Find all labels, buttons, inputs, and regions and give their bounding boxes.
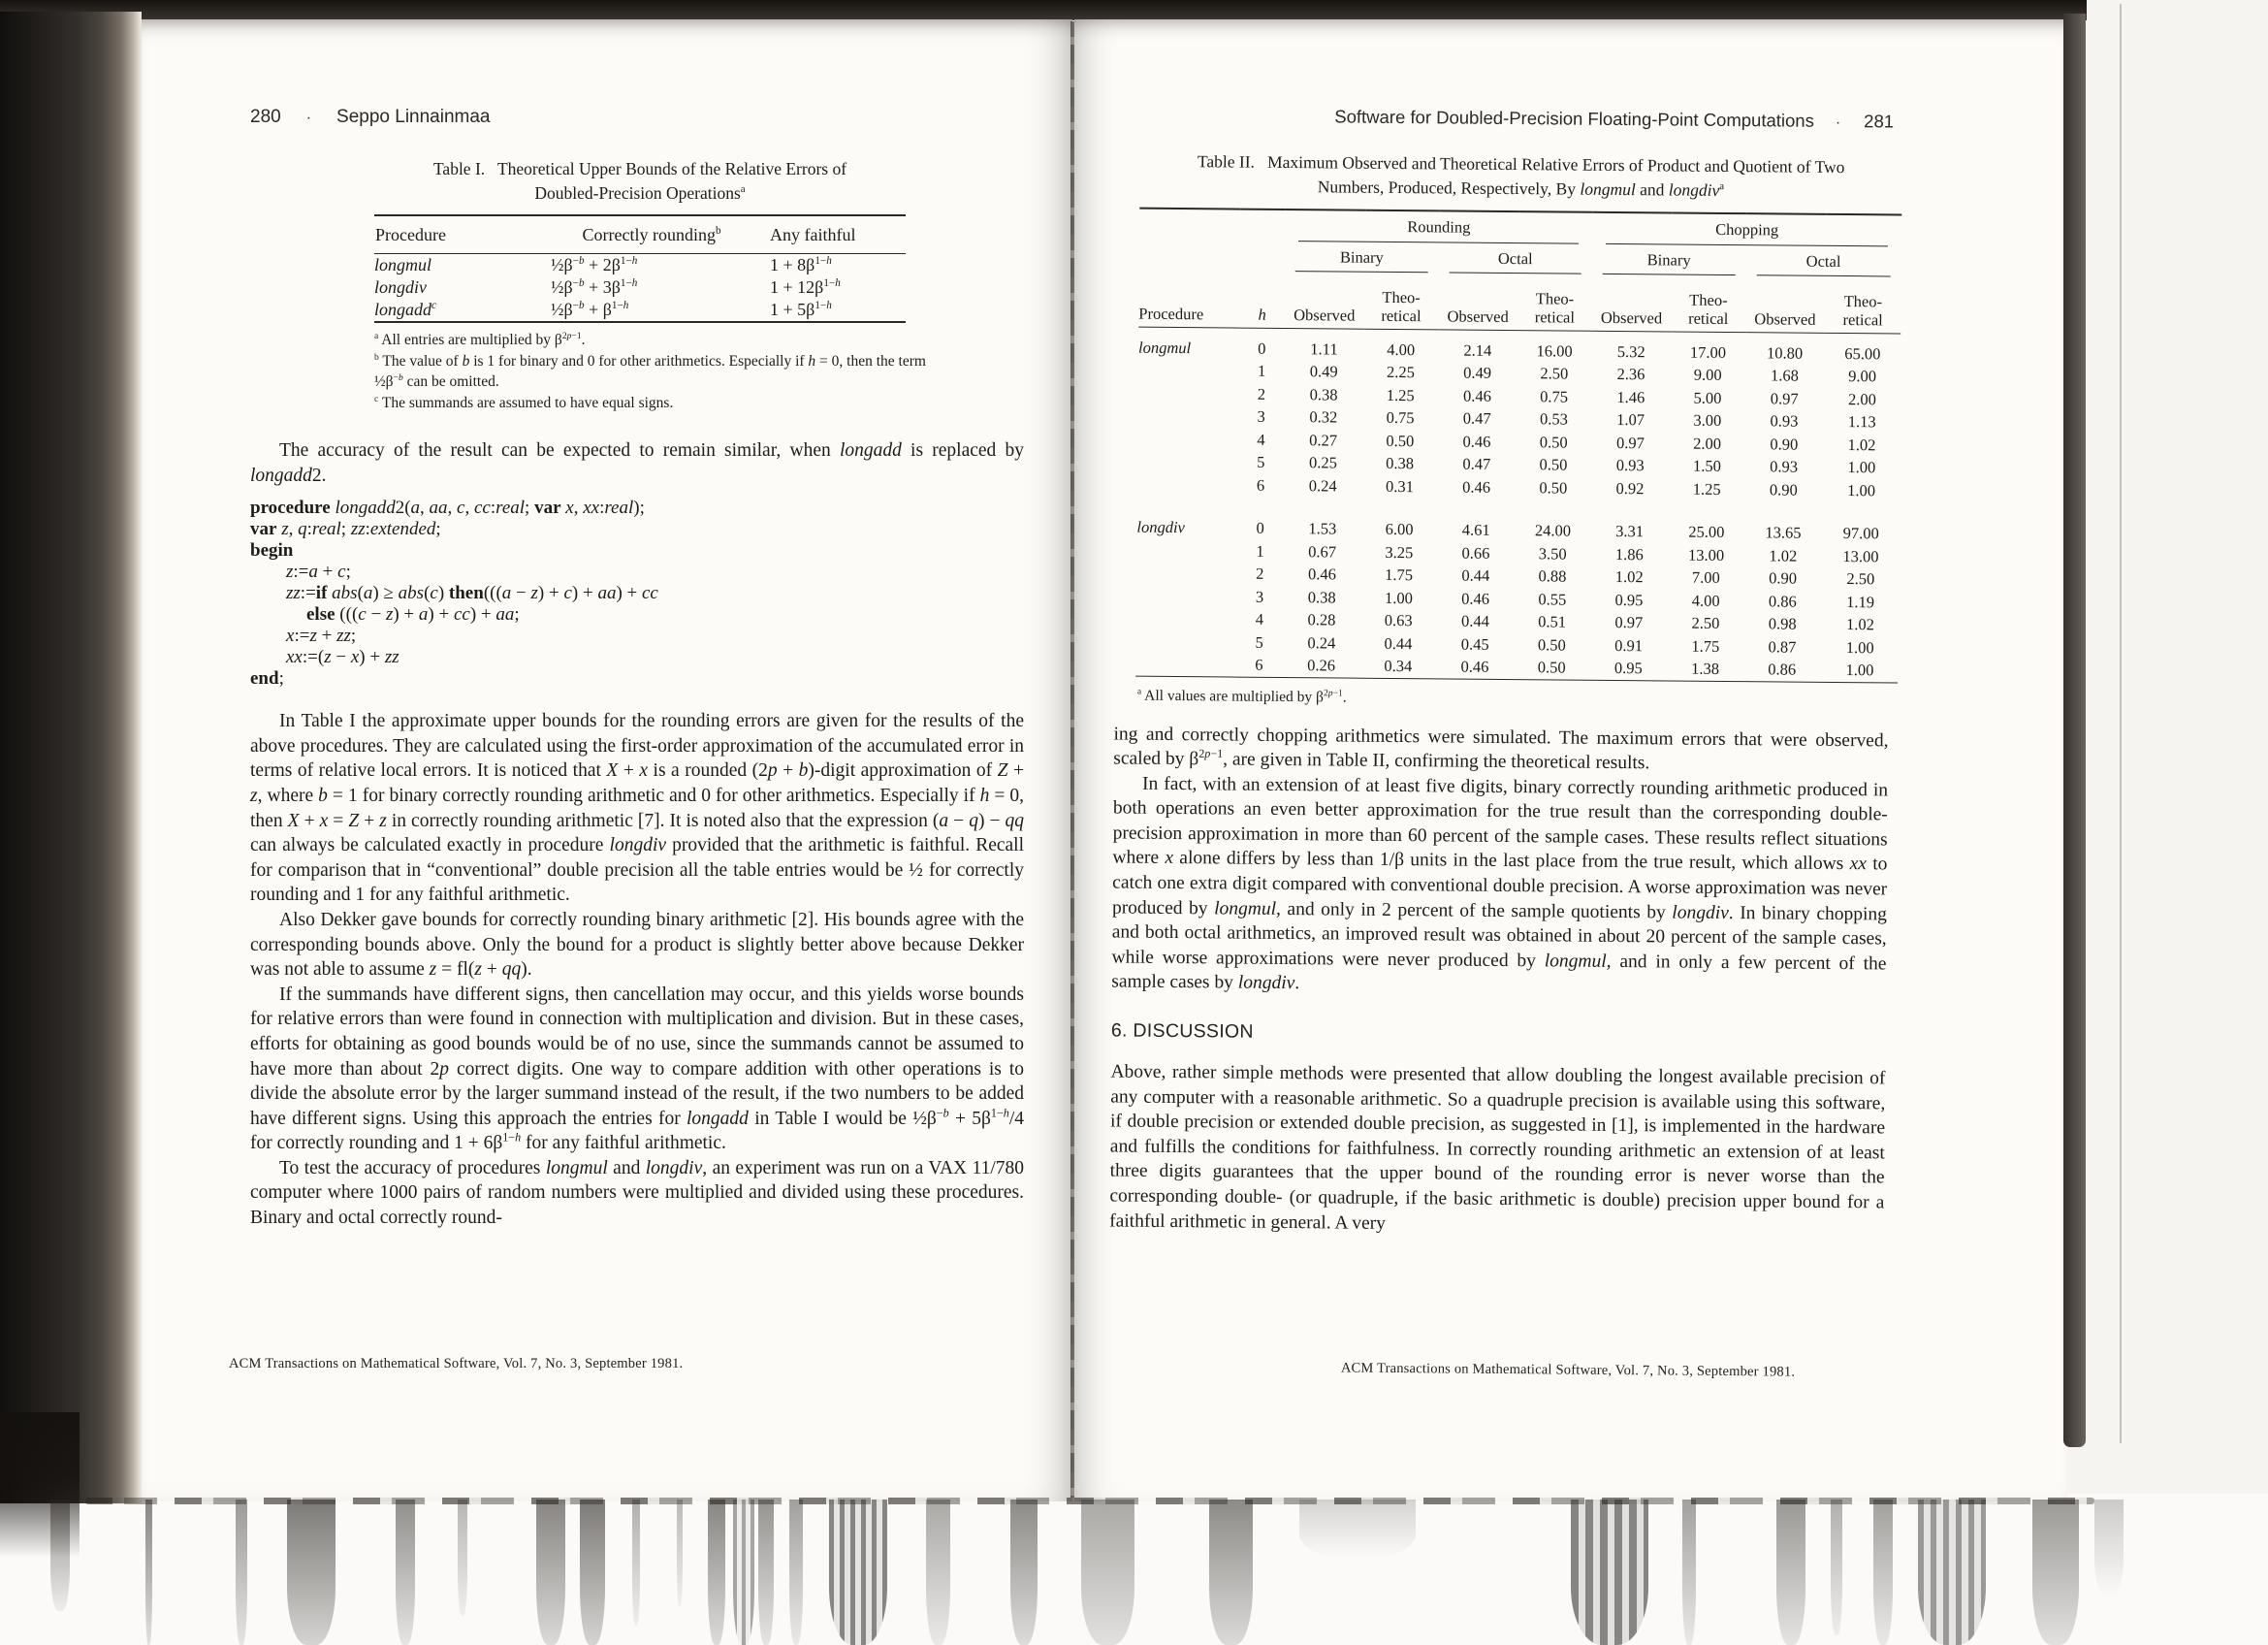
page-edge-streak bbox=[789, 1500, 803, 1645]
table-2-footnote: $^a$ All values are multiplied by $\beta^{2p-1}$. bbox=[1136, 686, 1347, 706]
value-cell: 0.50 bbox=[1537, 658, 1566, 677]
running-head-right bbox=[1119, 15, 1895, 132]
value-cell: 2 bbox=[1256, 564, 1264, 584]
column-header-theoretical: Theo- retical bbox=[1364, 273, 1439, 330]
value-cell: 1.53 bbox=[1308, 519, 1337, 538]
value-cell: 0.27 bbox=[1309, 430, 1338, 450]
code-line: var z, q:real; zz:extended; bbox=[250, 519, 441, 540]
page-edge-streak bbox=[1010, 1500, 1038, 1645]
value-cell: 13.65 bbox=[1765, 523, 1802, 542]
procedure-cell bbox=[1137, 473, 1238, 497]
blank-cell bbox=[1139, 241, 1286, 272]
book-cover-edge bbox=[2063, 14, 2086, 1447]
procedure-cell bbox=[1135, 630, 1236, 654]
value-cell: 0.46 bbox=[1462, 386, 1491, 405]
value-cell: 1.68 bbox=[1770, 366, 1799, 385]
book-spine-shadow bbox=[0, 12, 142, 1503]
value-cell: 2.25 bbox=[1386, 363, 1415, 382]
procedure-cell bbox=[1137, 404, 1238, 428]
page-edge-streak bbox=[829, 1500, 887, 1645]
blank-cell bbox=[1139, 209, 1286, 242]
value-cell: 1.02 bbox=[1614, 567, 1644, 587]
value-cell: 0.97 bbox=[1614, 613, 1644, 632]
value-cell: 9.00 bbox=[1848, 367, 1877, 386]
left-page-content bbox=[142, 19, 1072, 1501]
page-edge-streak bbox=[1682, 1500, 1696, 1645]
value-cell: 1.25 bbox=[1692, 479, 1721, 499]
page-edge-streaks bbox=[0, 1500, 2268, 1645]
value-cell: 0.45 bbox=[1460, 634, 1489, 654]
column-header-procedure: Procedure bbox=[1138, 271, 1240, 328]
table-1 bbox=[374, 157, 906, 323]
value-cell: 0.86 bbox=[1768, 660, 1797, 679]
value-cell: 0.90 bbox=[1770, 435, 1799, 454]
value-cell: 0.95 bbox=[1614, 590, 1644, 609]
table-2-column-header-row bbox=[1138, 271, 1901, 334]
value-cell: 6.00 bbox=[1385, 520, 1414, 539]
value-cell: 7.00 bbox=[1691, 567, 1720, 588]
value-cell: 0.46 bbox=[1460, 657, 1489, 677]
value-cell: 0.31 bbox=[1385, 476, 1414, 496]
table-cell: $\frac{1}{2}\beta^{-b} + \beta^{1-h}$ bbox=[551, 300, 629, 319]
paragraph: Above, rather simple methods were presented that allow doubling the longest available precision of any computer with a reasonable arithmetic. So a quadruple precision is available using this software, if double precision or extended double precision, as suggested in [1], is implemented in the hardware and fulfills the conditions for faithfulness. In correctly rounding arithmetic an extension of at least three digits guarantees that the upper bound of the rounding error is never worse than the corresponding double- (or quadruple, if the basic arithmetic is double) precision upper bound for a faithful arithmetic in general. A very bbox=[1109, 1061, 1886, 1234]
procedure-cell: longdiv bbox=[1136, 517, 1185, 537]
value-cell: 0 bbox=[1256, 518, 1264, 538]
subgroup-octal-chopping: Octal bbox=[1745, 245, 1901, 276]
page-edge-streak bbox=[677, 1500, 683, 1606]
value-cell: 0.75 bbox=[1386, 408, 1415, 428]
table-row bbox=[374, 254, 906, 277]
column-header-h: h bbox=[1239, 272, 1285, 329]
page-edge-streak bbox=[1081, 1500, 1134, 1645]
body-paragraphs-right-top bbox=[1111, 722, 1888, 1001]
table-cell: longdiv bbox=[374, 277, 427, 297]
page-edge-streak bbox=[580, 1500, 605, 1645]
value-cell: 5 bbox=[1257, 452, 1265, 472]
value-cell: 0.46 bbox=[1307, 564, 1336, 584]
value-cell: 1.25 bbox=[1386, 385, 1415, 404]
value-cell: 1.50 bbox=[1692, 456, 1721, 476]
scan-edge-line bbox=[2120, 4, 2122, 1443]
paragraph: The accuracy of the result can be expected to remain similar, when longadd is replaced by longadd2. bbox=[250, 440, 1024, 486]
page-edge-streak bbox=[926, 1500, 950, 1645]
code-line: begin bbox=[250, 540, 294, 562]
column-header-theoretical: Theo- retical bbox=[1672, 274, 1746, 332]
value-cell: 10.80 bbox=[1766, 343, 1804, 363]
value-cell: 0.34 bbox=[1384, 657, 1413, 676]
value-cell: 0.32 bbox=[1309, 407, 1338, 427]
value-cell: 0.47 bbox=[1462, 454, 1491, 474]
group-header-chopping: Chopping bbox=[1592, 212, 1901, 247]
column-header-observed: Observed bbox=[1438, 273, 1518, 330]
value-cell: 0.44 bbox=[1461, 565, 1490, 586]
table-cell: $1 + 5\beta^{1-h}$ bbox=[770, 300, 832, 319]
section-heading-discussion: 6. DISCUSSION bbox=[1110, 1019, 1254, 1043]
value-cell: 0.50 bbox=[1386, 431, 1415, 450]
value-cell: 1.00 bbox=[1384, 588, 1413, 607]
page-edge-streak bbox=[145, 1500, 152, 1645]
page-edge-streak bbox=[536, 1500, 565, 1645]
value-cell: 0.88 bbox=[1538, 566, 1567, 586]
value-cell: 1.02 bbox=[1769, 546, 1798, 565]
procedure-cell bbox=[1135, 607, 1236, 630]
value-cell: 4.00 bbox=[1387, 339, 1416, 359]
value-cell: 3.50 bbox=[1538, 544, 1567, 564]
value-cell: 2 bbox=[1257, 384, 1266, 403]
value-cell: 0.50 bbox=[1539, 455, 1568, 474]
value-cell: 1.75 bbox=[1691, 636, 1720, 656]
value-cell: 24.00 bbox=[1534, 521, 1572, 540]
separator-dot: · bbox=[1835, 113, 1841, 131]
subgroup-octal-rounding: Octal bbox=[1438, 242, 1592, 274]
group-header-rounding: Rounding bbox=[1285, 210, 1592, 244]
table-cell: longmul bbox=[374, 255, 432, 274]
value-cell: 0.75 bbox=[1540, 387, 1569, 406]
value-cell: 3.00 bbox=[1693, 410, 1722, 431]
table-2-caption-line-2: Numbers, Produced, Respectively, By longmul and longdiv$^a$ bbox=[1317, 177, 1725, 200]
value-cell: 0.50 bbox=[1539, 478, 1568, 498]
code-line: z:=a + c; bbox=[286, 562, 351, 583]
body-paragraphs-right-bottom bbox=[1109, 1059, 1886, 1240]
value-cell: 4 bbox=[1255, 609, 1264, 629]
body-paragraphs-left bbox=[250, 709, 1024, 1230]
page-edge-streak bbox=[396, 1500, 415, 1645]
value-cell: 0.66 bbox=[1461, 543, 1490, 563]
value-cell: 0.97 bbox=[1770, 389, 1799, 408]
paragraph: In fact, with an extension of at least five digits, binary correctly rounding arithmetic produced in both operations an even better approximation for the true result than the corresponding double-precision approximation in more than 60 percent of the sample cases. These results reflect situations where x alone differs by less than 1/β units in the last place from the true result, which allows xx to catch one extra digit compared with conventional double precision. A worse approximation was never produced by longmul, and only in 2 percent of the sample quotients by longdiv. In binary chopping and both octal arithmetics, an improved result was obtained in about 20 percent of the sample cases, while worse approximations were never produced by longmul, and in only a few percent of the sample cases by longdiv. bbox=[1111, 773, 1889, 994]
book-top-edge bbox=[0, 0, 2087, 20]
value-cell: 1.86 bbox=[1614, 544, 1644, 564]
value-cell: 6 bbox=[1256, 475, 1265, 495]
right-page bbox=[1074, 19, 2067, 1501]
code-line: end; bbox=[250, 668, 284, 690]
value-cell: 0.87 bbox=[1768, 637, 1797, 657]
value-cell: 6 bbox=[1255, 655, 1263, 675]
value-cell: 0.25 bbox=[1308, 453, 1337, 472]
value-cell: 0.90 bbox=[1769, 480, 1798, 500]
table-row bbox=[374, 276, 906, 299]
value-cell: 0.67 bbox=[1308, 541, 1337, 562]
table-footnote: $^a$ All entries are multiplied by $\beta^{2p-1}$. bbox=[374, 330, 586, 348]
journal-footer-left: ACM Transactions on Mathematical Software, Vol. 7, No. 3, September 1981. bbox=[229, 1356, 684, 1371]
column-header-theoretical: Theo- retical bbox=[1825, 276, 1901, 334]
paragraph: Also Dekker gave bounds for correctly rounding binary arithmetic [2]. His bounds agree with the corresponding bounds above. Only the bound for a product is slightly better above because Dekker was not able to assume z = fl(z + qq). bbox=[250, 909, 1024, 981]
code-line: zz:=if abs(a) ≥ abs(c) then(((a − z) + c) + aa) + cc bbox=[286, 583, 658, 604]
table-cell: longadd$^c$ bbox=[374, 300, 436, 319]
value-cell: 0.97 bbox=[1615, 433, 1645, 452]
page-edge-streak bbox=[708, 1500, 725, 1645]
value-cell: 1.46 bbox=[1616, 387, 1645, 406]
subgroup-binary-chopping: Binary bbox=[1592, 244, 1746, 275]
value-cell: 3.31 bbox=[1615, 522, 1645, 541]
value-cell: 9.00 bbox=[1693, 365, 1722, 385]
procedure-cell bbox=[1138, 359, 1239, 382]
page-edge-streak bbox=[1209, 1500, 1253, 1645]
page-edge-streak bbox=[1831, 1500, 1842, 1635]
value-cell: 16.00 bbox=[1536, 341, 1573, 361]
code-line: x:=z + zz; bbox=[286, 626, 357, 647]
value-cell: 0.91 bbox=[1614, 635, 1644, 655]
value-cell: 1.00 bbox=[1845, 661, 1874, 680]
value-cell: 0.50 bbox=[1539, 433, 1568, 452]
procedure-cell bbox=[1138, 382, 1239, 405]
value-cell: 17.00 bbox=[1689, 342, 1727, 362]
value-cell: 0.44 bbox=[1384, 633, 1413, 653]
value-cell: 0.50 bbox=[1537, 635, 1566, 655]
table-1-grid bbox=[374, 214, 906, 323]
subgroup-binary-rounding: Binary bbox=[1285, 242, 1439, 273]
journal-footer-right: ACM Transactions on Mathematical Software, Vol. 7, No. 3, September 1981. bbox=[1340, 1360, 1796, 1380]
value-cell: 1.38 bbox=[1691, 659, 1720, 679]
value-cell: 1.02 bbox=[1847, 435, 1876, 455]
value-cell: 1.13 bbox=[1847, 412, 1876, 432]
value-cell: 1.11 bbox=[1310, 339, 1338, 359]
value-cell: 4.00 bbox=[1691, 591, 1720, 610]
table-2 bbox=[1135, 149, 1902, 713]
value-cell: 2.50 bbox=[1846, 569, 1875, 589]
procedure-cell bbox=[1136, 539, 1237, 563]
value-cell: 0.95 bbox=[1613, 659, 1643, 678]
page-edge-streak bbox=[458, 1500, 467, 1616]
table-2-grid bbox=[1135, 208, 1901, 684]
value-cell: 5.00 bbox=[1693, 388, 1722, 407]
code-line: else (((c − z) + a) + cc) + aa; bbox=[306, 604, 520, 626]
page-edge-streak bbox=[632, 1500, 640, 1626]
page-number-right: 281 bbox=[1864, 111, 1895, 132]
value-cell: 0.24 bbox=[1308, 475, 1337, 496]
value-cell: 0.49 bbox=[1309, 362, 1338, 381]
value-cell: 4.61 bbox=[1461, 520, 1490, 540]
page-edge-streak bbox=[733, 1500, 754, 1645]
table-2-caption-line-1: Table II. Maximum Observed and Theoretical Relative Errors of Product and Quotient of Two bbox=[1197, 151, 1845, 177]
table-1-header-row bbox=[374, 215, 906, 254]
value-cell: 0.98 bbox=[1768, 614, 1797, 633]
table-1-header-rounding: Correctly rounding$^b$ bbox=[537, 215, 766, 254]
value-cell: 1.00 bbox=[1847, 458, 1876, 477]
value-cell: 2.50 bbox=[1691, 613, 1720, 633]
value-cell: 0.46 bbox=[1462, 432, 1491, 451]
page-edge-streak bbox=[287, 1500, 335, 1645]
procedure-cell bbox=[1136, 585, 1237, 608]
value-cell: 1.00 bbox=[1847, 480, 1876, 500]
code-block bbox=[250, 498, 1024, 690]
procedure-cell bbox=[1137, 428, 1238, 451]
intro-paragraphs bbox=[250, 438, 1024, 488]
value-cell: 0 bbox=[1258, 339, 1266, 358]
page-edge-streak bbox=[2094, 1500, 2124, 1597]
value-cell: 5 bbox=[1255, 632, 1263, 652]
value-cell: 1.02 bbox=[1845, 615, 1874, 634]
table-1-caption-line-1: Table I. Theoretical Upper Bounds of the Relative Errors of bbox=[432, 159, 847, 178]
value-cell: 0.38 bbox=[1309, 384, 1338, 404]
value-cell: 2.00 bbox=[1847, 389, 1876, 409]
procedure-cell bbox=[1136, 562, 1237, 585]
value-cell: 0.24 bbox=[1307, 632, 1336, 653]
value-cell: 2.00 bbox=[1693, 434, 1722, 453]
table-footnote: $^c$ The summands are assumed to have equal signs. bbox=[374, 393, 674, 411]
value-cell: 2.50 bbox=[1540, 364, 1569, 383]
procedure-cell bbox=[1137, 450, 1238, 473]
value-cell: 1.19 bbox=[1846, 592, 1875, 612]
table-1-header-procedure: Procedure bbox=[374, 215, 537, 254]
value-cell: 0.28 bbox=[1307, 610, 1336, 629]
value-cell: 13.00 bbox=[1842, 546, 1879, 566]
value-cell: 0.55 bbox=[1538, 590, 1567, 609]
column-header-observed: Observed bbox=[1285, 272, 1365, 329]
table-1-caption-line-2: Doubled-Precision Operations$^a$ bbox=[534, 183, 746, 203]
value-cell: 0.46 bbox=[1461, 589, 1490, 608]
value-cell: 5.32 bbox=[1616, 341, 1645, 361]
column-header-observed: Observed bbox=[1745, 275, 1826, 333]
page-edge-streak bbox=[50, 1500, 70, 1611]
table-cell: $1 + 12\beta^{1-h}$ bbox=[770, 277, 841, 297]
value-cell: 1.00 bbox=[1845, 637, 1874, 658]
value-cell: 0.63 bbox=[1384, 611, 1413, 630]
table-cell: $\frac{1}{2}\beta^{-b} + 3\beta^{1-h}$ bbox=[551, 277, 638, 297]
value-cell: 2.14 bbox=[1463, 340, 1492, 360]
page-edge-streak bbox=[1571, 1500, 1648, 1645]
value-cell: 0.44 bbox=[1460, 611, 1489, 631]
value-cell: 1 bbox=[1257, 361, 1266, 381]
value-cell: 13.00 bbox=[1687, 545, 1725, 564]
procedure-cell bbox=[1135, 653, 1236, 677]
page-number-left: 280 bbox=[250, 107, 281, 127]
page-edge-streak bbox=[1873, 1500, 1893, 1645]
paragraph: ing and correctly chopping arithmetics were simulated. The maximum errors that were observed, scaled by $\beta^{2p-1}$, are given in Table II, confirming the theoretical results. bbox=[1113, 723, 1889, 774]
value-cell: 0.51 bbox=[1538, 612, 1567, 631]
table-cell: $1 + 8\beta^{1-h}$ bbox=[770, 255, 832, 274]
value-cell: 3 bbox=[1255, 587, 1264, 606]
value-cell: 3.25 bbox=[1385, 542, 1414, 562]
value-cell: 1 bbox=[1256, 541, 1264, 561]
table-cell: $\frac{1}{2}\beta^{-b} + 2\beta^{1-h}$ bbox=[551, 255, 638, 274]
value-cell: 0.92 bbox=[1615, 478, 1645, 498]
paragraph: To test the accuracy of procedures longmul and longdiv, an experiment was run on a VAX 11/780 computer where 1000 pairs of random numbers were multiplied and divided using these procedures. Binary and octal correctly round- bbox=[250, 1157, 1024, 1229]
value-cell: 0.90 bbox=[1769, 568, 1798, 588]
table-row bbox=[374, 299, 906, 322]
value-cell: 2.36 bbox=[1616, 365, 1645, 384]
value-cell: 4 bbox=[1257, 430, 1265, 449]
table-1-footnotes bbox=[374, 330, 950, 413]
value-cell: 0.93 bbox=[1770, 411, 1799, 431]
separator-dot: · bbox=[305, 110, 312, 126]
page-edge-streak bbox=[1918, 1500, 1986, 1645]
value-cell: 0.49 bbox=[1463, 363, 1492, 383]
code-line: xx:=(z − x) + zz bbox=[286, 647, 399, 668]
value-cell: 65.00 bbox=[1844, 343, 1881, 364]
value-cell: 0.38 bbox=[1386, 454, 1415, 473]
value-cell: 0.53 bbox=[1539, 409, 1568, 429]
column-header-observed: Observed bbox=[1591, 274, 1672, 332]
table-footnote: $^b$ The value of b is 1 for binary and 0 for other arithmetics. Especially if h = 0, then the term $\frac{1}{2}\beta^{-b}$ can be omitted. bbox=[374, 351, 926, 390]
value-cell: 0.47 bbox=[1462, 408, 1491, 429]
value-cell: 97.00 bbox=[1842, 524, 1879, 543]
running-head-author: Seppo Linnainmaa bbox=[336, 107, 491, 127]
running-head-title: Software for Doubled-Precision Floating-Point Computations bbox=[1334, 106, 1814, 131]
value-cell: 1.07 bbox=[1616, 410, 1645, 430]
left-page bbox=[142, 19, 1072, 1501]
value-cell: 0.86 bbox=[1768, 592, 1797, 611]
value-cell: 1.75 bbox=[1385, 565, 1414, 585]
value-cell: 0.93 bbox=[1615, 456, 1645, 475]
value-cell: 0.93 bbox=[1770, 457, 1799, 476]
page-edge-streak bbox=[2032, 1500, 2079, 1645]
right-page-content bbox=[1062, 15, 2067, 1505]
value-cell: 25.00 bbox=[1688, 522, 1725, 542]
value-cell: 3 bbox=[1257, 406, 1265, 427]
value-cell: 0.26 bbox=[1307, 656, 1336, 675]
page-edge-streak bbox=[1299, 1500, 1416, 1558]
paragraph: In Table I the approximate upper bounds for the rounding errors are given for the results of the above procedures. They are calculated using the first-order approximation of the accumulated error in terms of relative local errors. It is noticed that X + x is a rounded (2p + b)-digit approximation of Z + z, where b = 1 for binary correctly rounding arithmetic and 0 for other arithmetics. Especially if h = 0, then X + x = Z + z in correctly rounding arithmetic [7]. It is noted also that the expression (a − q) − qq can always be calculated exactly in procedure longdiv provided that the arithmetic is faithful. Recall for comparison that in “conventional” double precision all the table entries would be ½ for correctly rounding and 1 for any faithful arithmetic. bbox=[250, 711, 1025, 906]
procedure-cell: longmul bbox=[1137, 338, 1192, 357]
column-header-theoretical: Theo- retical bbox=[1517, 274, 1592, 331]
value-cell: 0.38 bbox=[1307, 587, 1336, 607]
running-head-left bbox=[250, 19, 1024, 128]
page-edge-streak bbox=[1776, 1500, 1805, 1645]
value-cell: 0.46 bbox=[1462, 477, 1491, 497]
table-1-header-faithful: Any faithful bbox=[766, 215, 906, 254]
code-line: procedure longadd2(a, aa, c, cc:real; var x, xx:real); bbox=[250, 498, 645, 519]
page-edge-streak bbox=[236, 1500, 247, 1645]
paragraph: If the summands have different signs, then cancellation may occur, and this yields worse bounds for relative errors than were found in connection with multiplication and division. But in these cases, efforts for obtaining as good bounds would be of no use, since the summands cannot be assumed to have more than about 2p correct digits. One way to compare addition with other operations is to divide the absolute error by the larger summand instead of the result, if the two numbers to be added have different signs. Using this approach the entries for longadd in Table I would be $\frac{1}{2}\beta^{-b} + 5\beta^{1-h}/4$ for correctly rounding and $1 + 6\beta^{1-h}$ for any faithful arithmetic. bbox=[250, 984, 1024, 1154]
page-edge-streak bbox=[758, 1500, 774, 1645]
